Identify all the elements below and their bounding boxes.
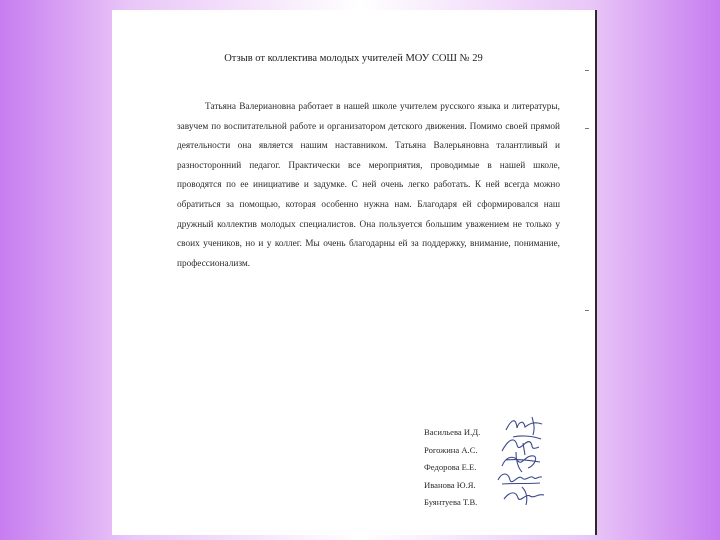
document-title: Отзыв от коллектива молодых учителей МОУ СОШ № 29: [224, 53, 483, 64]
signature-row: [424, 475, 480, 493]
signatory-name: Васильева И.Д.: [424, 427, 481, 437]
signature-row: [424, 422, 480, 440]
document-page: [112, 10, 597, 535]
signatory-name: Буянтуева Т.В.: [424, 497, 478, 507]
signatory-name: Иванова Ю.Я.: [424, 479, 476, 490]
signature-row: [424, 440, 480, 458]
scan-edge-mark: [585, 310, 589, 311]
scan-edge-mark: [585, 128, 589, 129]
signatory-name: Рогожина А.С.: [424, 444, 478, 455]
signature-block: [424, 422, 480, 510]
document-body: [177, 98, 560, 274]
body-paragraph: Татьяна Валериановна работает в нашей школе учителем русского языка и литературы, завучем по воспитательной работе и организатором детского движения. Помимо своей прямой деятельности она является нашим наставником. Татьяна Валерьяновна талантливый и разносторонний педагог. Практически все мероприятия, проводимые в нашей школе, проводятся по ее инициативе и задумке. С ней очень легко работать. К ней всегда можно обратиться за помощью, которая особенно нужна нам. Благодаря ей сформировался наш дружный коллектив молодых специалистов. Она пользуется большим уважением не только у своих учеников, но и у коллег. Мы очень благодарны ей за поддержку, внимание, понимание, профессионализм.: [177, 102, 560, 269]
signature-row: [424, 457, 480, 475]
signature-row: [424, 492, 480, 510]
handwritten-signature-icon: [502, 485, 546, 507]
signatory-name: Федорова Е.Е.: [424, 462, 477, 472]
scan-edge-mark: [585, 70, 589, 71]
